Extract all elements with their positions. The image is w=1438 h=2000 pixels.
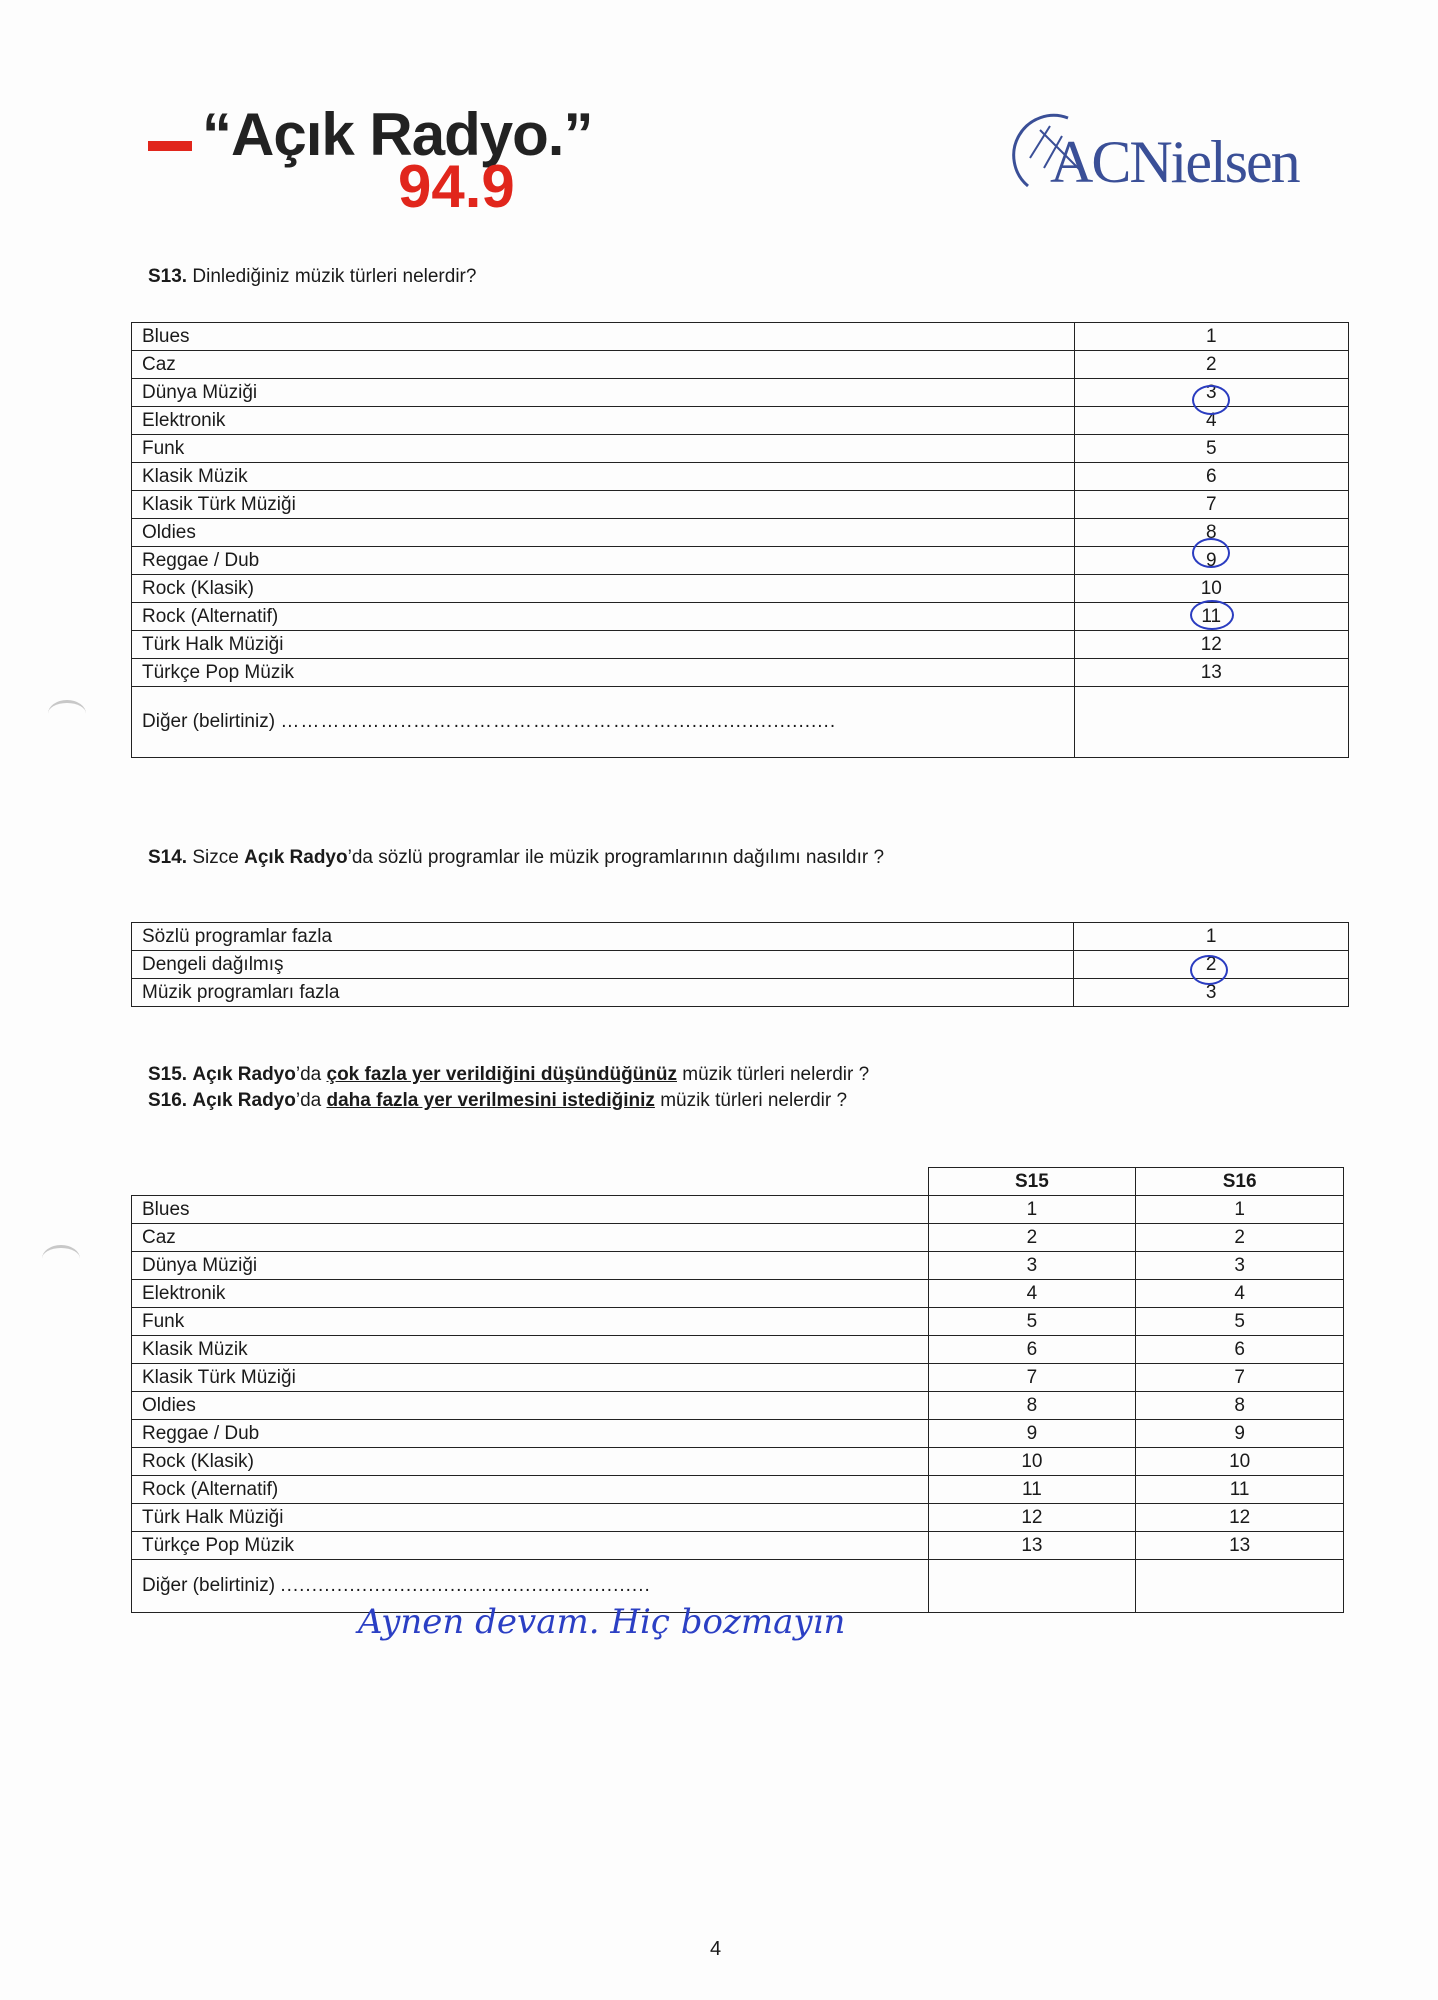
s13-other-code (1074, 687, 1348, 758)
row-code: 8 (1074, 519, 1348, 547)
row-code: 6 (1074, 463, 1348, 491)
row-code: 3 (1136, 1252, 1344, 1280)
table-row (132, 923, 1349, 951)
row-label: Sözlü programlar fazla (132, 923, 1074, 951)
row-code: 9 (928, 1420, 1136, 1448)
row-code: 11 (1136, 1476, 1344, 1504)
logo-name: “Açık Radyo.” (202, 101, 593, 168)
s15-question: S15. Açık Radyo’da çok fazla yer verildiğini düşündüğünüz müzik türleri nelerdir ? (148, 1064, 870, 1085)
table-row (132, 435, 1349, 463)
table-row (132, 575, 1349, 603)
row-code: 4 (1136, 1280, 1344, 1308)
row-label: Blues (132, 323, 1075, 351)
row-label: Oldies (132, 1392, 929, 1420)
row-code: 11 (928, 1476, 1136, 1504)
row-label: Rock (Alternatif) (132, 603, 1075, 631)
row-code: 12 (928, 1504, 1136, 1532)
col-s15-header: S15 (928, 1168, 1136, 1196)
s13-question: S13. Dinlediğiniz müzik türleri nelerdir? (148, 266, 477, 287)
table-row (132, 1504, 1344, 1532)
row-label: Blues (132, 1196, 929, 1224)
handwritten-answer: Aynen devam. Hiç bozmayın (358, 1602, 846, 1642)
row-label: Rock (Klasik) (132, 575, 1075, 603)
row-label: Rock (Alternatif) (132, 1476, 929, 1504)
row-code: 2 (928, 1224, 1136, 1252)
row-code: 1 (928, 1196, 1136, 1224)
row-code: 13 (1074, 659, 1348, 687)
row-label: Türkçe Pop Müzik (132, 1532, 929, 1560)
table-row (132, 1252, 1344, 1280)
table-row (132, 351, 1349, 379)
page-number: 4 (710, 1938, 722, 1960)
table-row (132, 491, 1349, 519)
logo-frequency: 94.9 (398, 153, 515, 220)
row-code: 12 (1074, 631, 1348, 659)
row-code: 9 (1074, 547, 1348, 575)
row-code: 10 (1136, 1448, 1344, 1476)
row-label: Türk Halk Müziği (132, 1504, 929, 1532)
table-row (132, 463, 1349, 491)
s15-s16-other-cell: Diğer (belirtiniz) ........................................................... (132, 1560, 929, 1613)
row-code: 1 (1136, 1196, 1344, 1224)
table-row (132, 1364, 1344, 1392)
table-row (132, 1448, 1344, 1476)
s13-other-cell: Diğer (belirtiniz) ………………..………………………………….......................... (132, 687, 1075, 758)
logo-dash (148, 141, 192, 151)
s15-s16-header-row (132, 1168, 1344, 1196)
table-row (132, 1420, 1344, 1448)
row-code: 6 (928, 1336, 1136, 1364)
row-label: Elektronik (132, 1280, 929, 1308)
row-code: 12 (1136, 1504, 1344, 1532)
table-row (132, 519, 1349, 547)
row-code: 5 (1136, 1308, 1344, 1336)
row-code: 11 (1074, 603, 1348, 631)
row-code: 6 (1136, 1336, 1344, 1364)
row-label: Klasik Türk Müziği (132, 1364, 929, 1392)
table-row (132, 1476, 1344, 1504)
row-code: 4 (928, 1280, 1136, 1308)
row-code: 2 (1074, 351, 1348, 379)
row-code: 5 (1074, 435, 1348, 463)
table-row (132, 1196, 1344, 1224)
s15-s16-table (131, 1167, 1344, 1613)
col-s16-header: S16 (1136, 1168, 1344, 1196)
row-label: Dengeli dağılmış (132, 951, 1074, 979)
row-code: 2 (1136, 1224, 1344, 1252)
row-label: Oldies (132, 519, 1075, 547)
row-code: 1 (1074, 923, 1349, 951)
punch-hole (48, 700, 86, 727)
row-label: Reggae / Dub (132, 1420, 929, 1448)
table-row (132, 1392, 1344, 1420)
table-row (132, 323, 1349, 351)
row-label: Caz (132, 1224, 929, 1252)
row-code: 8 (928, 1392, 1136, 1420)
row-label: Türkçe Pop Müzik (132, 659, 1075, 687)
row-code: 4 (1074, 407, 1348, 435)
row-label: Caz (132, 351, 1075, 379)
row-label: Rock (Klasik) (132, 1448, 929, 1476)
s14-table (131, 922, 1349, 1007)
row-code: 7 (1074, 491, 1348, 519)
table-row (132, 951, 1349, 979)
row-code: 9 (1136, 1420, 1344, 1448)
row-code: 1 (1074, 323, 1348, 351)
row-code: 10 (928, 1448, 1136, 1476)
table-row (132, 1532, 1344, 1560)
answer-circle (1192, 385, 1230, 415)
table-row (132, 547, 1349, 575)
s13-other-row (132, 687, 1349, 758)
table-row (132, 659, 1349, 687)
answer-circle (1190, 955, 1228, 985)
row-code: 8 (1136, 1392, 1344, 1420)
table-row (132, 979, 1349, 1007)
table-row (132, 1280, 1344, 1308)
row-label: Funk (132, 435, 1075, 463)
row-code: 7 (1136, 1364, 1344, 1392)
row-code: 10 (1074, 575, 1348, 603)
s14-question: S14. Sizce Açık Radyo’da sözlü programlar ile müzik programlarının dağılımı nasıldır ? (148, 847, 885, 868)
row-label: Funk (132, 1308, 929, 1336)
acnielsen-wordmark: ACNielsen (1050, 129, 1299, 195)
row-label: Dünya Müziği (132, 1252, 929, 1280)
row-label: Elektronik (132, 407, 1075, 435)
table-row (132, 1336, 1344, 1364)
answer-circle (1190, 600, 1234, 630)
punch-hole (42, 1245, 80, 1272)
s13-table (131, 322, 1349, 758)
row-label: Dünya Müziği (132, 379, 1075, 407)
row-label: Reggae / Dub (132, 547, 1075, 575)
row-label: Klasik Türk Müziği (132, 491, 1075, 519)
row-label: Klasik Müzik (132, 1336, 929, 1364)
row-code: 5 (928, 1308, 1136, 1336)
s16-question: S16. Açık Radyo’da daha fazla yer verilmesini istediğiniz müzik türleri nelerdir ? (148, 1090, 848, 1111)
row-code: 7 (928, 1364, 1136, 1392)
row-code: 2 (1074, 951, 1349, 979)
row-code: 3 (1074, 979, 1349, 1007)
table-row (132, 379, 1349, 407)
row-code: 3 (928, 1252, 1136, 1280)
row-code: 13 (928, 1532, 1136, 1560)
row-label: Türk Halk Müziği (132, 631, 1075, 659)
table-row (132, 407, 1349, 435)
table-row (132, 1224, 1344, 1252)
table-row (132, 1308, 1344, 1336)
acnielsen-logo (1010, 108, 1310, 198)
row-label: Klasik Müzik (132, 463, 1075, 491)
row-label: Müzik programları fazla (132, 979, 1074, 1007)
table-row (132, 603, 1349, 631)
table-row (132, 631, 1349, 659)
answer-circle (1192, 538, 1230, 568)
row-code: 13 (1136, 1532, 1344, 1560)
row-code: 3 (1074, 379, 1348, 407)
